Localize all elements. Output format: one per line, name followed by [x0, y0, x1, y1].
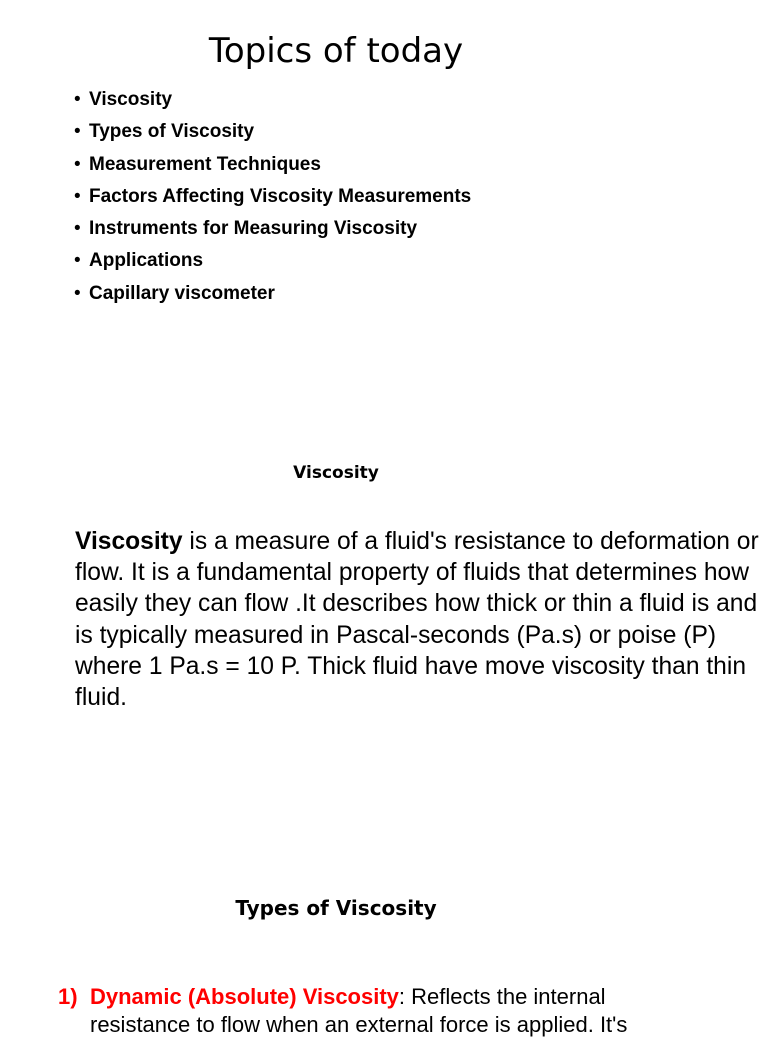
definition-term: Viscosity	[75, 528, 183, 555]
type-item-number: 1)	[58, 984, 78, 1009]
viscosity-type-item	[58, 983, 758, 1039]
type-item-continuation: resistance to flow when an external force is applied. It's	[90, 1012, 628, 1037]
topic-item: • Factors Affecting Viscosity Measurements	[74, 181, 471, 213]
page-title: Topics of today	[208, 31, 464, 71]
type-item-text: Reflects the internal	[411, 984, 606, 1009]
topic-item: • Instruments for Measuring Viscosity	[74, 213, 471, 245]
type-item-term: Dynamic (Absolute) Viscosity	[90, 984, 399, 1009]
definition-text: is a measure of a fluid's resistance to deformation or flow. It is a fundamental property of fluids that determines how easily they can flow .It describes how thick or thin a fluid is and is typically measured in Pascal-seconds (Pa.s) or poise (P) where 1 Pa.s = 10 P. Thick fluid have move viscosity than thin fluid.	[75, 528, 759, 712]
topic-item: • Capillary viscometer	[74, 278, 471, 310]
type-item-separator: :	[398, 984, 412, 1009]
topics-list	[74, 84, 471, 310]
topic-item: • Types of Viscosity	[74, 116, 471, 148]
viscosity-definition	[75, 526, 765, 713]
topic-item: • Viscosity	[74, 84, 471, 116]
topic-item: • Applications	[74, 245, 471, 277]
types-heading: Types of Viscosity	[235, 896, 437, 920]
viscosity-heading: Viscosity	[293, 463, 379, 483]
topic-item: • Measurement Techniques	[74, 149, 471, 181]
